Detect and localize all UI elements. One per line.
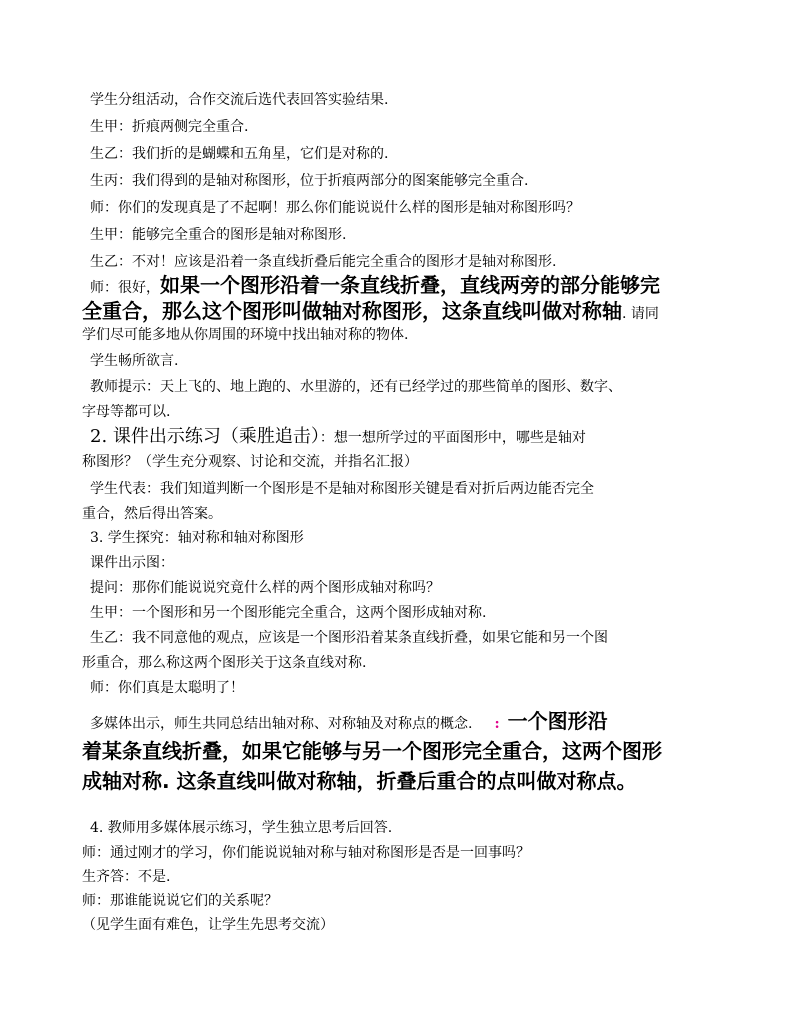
concept-bold-1: 一个图形沿 [507,709,608,733]
para-line-15: 称图形？（学生充分观察、讨论和交流，并指名汇报） [82,454,418,470]
para-line-24: 师：你们真是太聪明了！ [90,680,244,696]
concept-line-1 [90,708,608,734]
para-line-11: 学生畅所欲言. [90,353,179,369]
para-line-16: 学生代表：我们知道判断一个图形是不是轴对称图形关键是看对折后两边能否完全 [90,481,594,497]
definition-tail: . 请同 [622,306,659,322]
para-line-7: 生乙：不对！应该是沿着一条直线折叠后能完全重合的图形才是轴对称图形. [90,254,557,270]
para-line-18: 3. 学生探究：轴对称和轴对称图形 [90,530,304,546]
definition-bold-1: 如果一个图形沿着一条直线折叠，直线两旁的部分能够完 [160,273,660,297]
para-line-21: 生甲：一个图形和另一个图形能完全重合，这两个图形成轴对称. [90,605,487,621]
para-line-5: 师：你们的发现真是了不起啊！那么你们能说说什么样的图形是轴对称图形吗？ [90,200,580,216]
para-line-12: 教师提示：天上飞的、地上跑的、水里游的，还有已经学过的那些简单的图形、数字、 [90,379,622,395]
para-line-19: 课件出示图： [90,555,174,571]
para-line-31: 师：那谁能说说它们的关系呢？ [82,893,278,909]
para-line-3: 生乙：我们折的是蝴蝶和五角星，它们是对称的. [90,146,389,162]
para-line-22: 生乙：我不同意他的观点，应该是一个图形沿着某条直线折叠，如果它能和另一个图 [90,630,608,646]
para-line-13: 字母等都可以. [82,404,171,420]
highlight-colon: : [494,716,500,732]
definition-line-1 [90,272,660,298]
para-line-23: 形重合，那么称这两个图形关于这条直线对称. [82,655,367,671]
para-line-4: 生丙：我们得到的是轴对称图形，位于折痕两部分的图案能够完全重合. [90,173,529,189]
para-line-1: 学生分组活动，合作交流后选代表回答实验结果. [90,92,389,108]
para-line-17: 重合，然后得出答案。 [82,506,222,522]
para-line-29: 师：通过刚才的学习，你们能说说轴对称与轴对称图形是否是一回事吗？ [82,845,530,861]
para-line-28: 4. 教师用多媒体展示练习，学生独立思考后回答. [90,820,393,836]
definition-bold-2: 全重合，那么这个图形叫做轴对称图形，这条直线叫做对称轴 [82,299,622,323]
exercise-question: ：想一想所学过的平面图形中，哪些是轴对 [319,430,586,446]
exercise-title: 2. 课件出示练习（乘胜追击） [90,426,320,447]
definition-line-2 [82,298,659,324]
teacher-prefix: 师：很好， [90,280,160,296]
exercise-heading [90,425,586,449]
para-line-2: 生甲：折痕两侧完全重合. [90,119,249,135]
para-line-30: 生齐答：不是. [82,869,171,885]
concept-intro: 多媒体出示，师生共同总结出轴对称、对称轴及对称点的概念. [90,716,473,732]
concept-bold-3: 成轴对称. 这条直线叫做对称轴，折叠后重合的点叫做对称点。 [82,769,637,793]
para-line-10: 学们尽可能多地从你周围的环境中找出轴对称的物体. [82,327,409,343]
para-line-32: （见学生面有难色，让学生先思考交流） [82,917,334,933]
concept-bold-2: 着某条直线折叠，如果它能够与另一个图形完全重合，这两个图形 [82,739,662,763]
para-line-6: 生甲：能够完全重合的图形是轴对称图形. [90,227,347,243]
para-line-20: 提问：那你们能说说究竟什么样的两个图形成轴对称吗？ [90,580,440,596]
